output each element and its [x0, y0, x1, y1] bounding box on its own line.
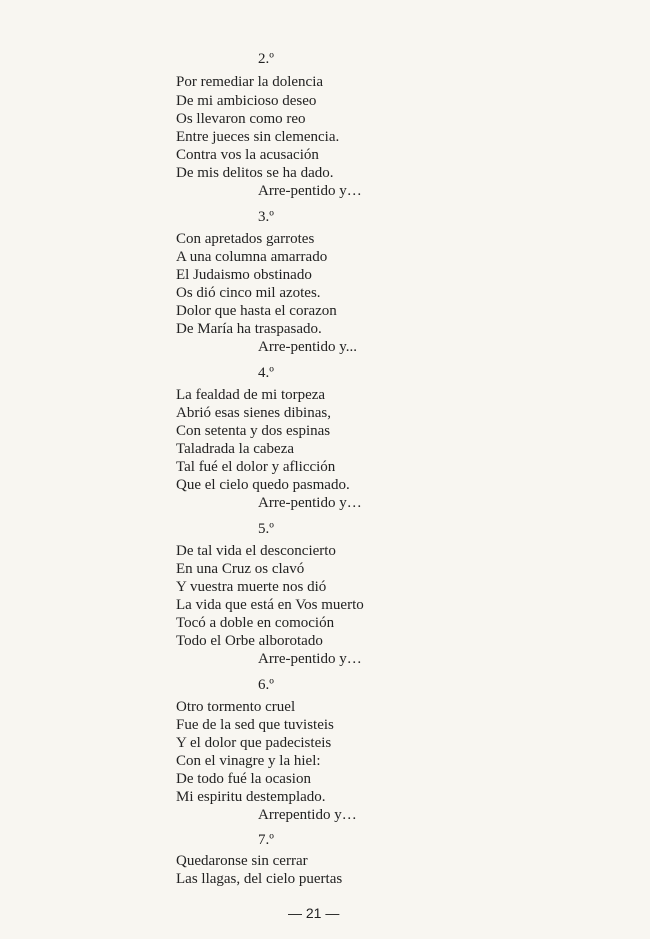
verse-line: La fealdad de mi torpeza [176, 387, 326, 403]
verse-line: Contra vos la acusación [176, 147, 319, 163]
page-number: — 21 — [288, 905, 340, 921]
stanza-number: 2.º [258, 51, 274, 67]
verse-line: Os dió cinco mil azotes. [176, 285, 321, 301]
verse-line: De todo fué la ocasion [176, 771, 311, 787]
verse-line: Quedaronse sin cerrar [176, 853, 308, 869]
verse-line: Abrió esas sienes dibinas, [176, 405, 331, 421]
verse-line: El Judaismo obstinado [176, 267, 312, 283]
verse-line: Otro tormento cruel [176, 699, 296, 715]
verse-line: Y vuestra muerte nos dió [176, 579, 327, 595]
verse-line: De María ha traspasado. [176, 321, 322, 337]
verse-line: Y el dolor que padecisteis [176, 735, 332, 751]
verse-line: La vida que está en Vos muerto [176, 597, 364, 613]
verse-line: Taladrada la cabeza [176, 441, 295, 457]
verse-line: Con setenta y dos espinas [176, 423, 331, 439]
verse-line: Entre jueces sin clemencia. [176, 129, 340, 145]
verse-line: Con apretados garrotes [176, 231, 315, 247]
verse-line: Tocó a doble en comoción [176, 615, 335, 631]
verse-line: Con el vinagre y la hiel: [176, 753, 321, 769]
verse-line: En una Cruz os clavó [176, 561, 305, 577]
stanza-number: 4.º [258, 365, 274, 381]
verse-line: Os llevaron como reo [176, 111, 306, 127]
stanza-number: 6.º [258, 677, 274, 693]
stanza-number: 7.º [258, 832, 274, 848]
verse-line: A una columna amarrado [176, 249, 328, 265]
refrain-line: Arre-pentido y… [258, 183, 362, 199]
refrain-line: Arre-pentido y... [258, 339, 357, 355]
stanza-number: 5.º [258, 521, 274, 537]
verse-line: Fue de la sed que tuvisteis [176, 717, 334, 733]
verse-line: Todo el Orbe alborotado [176, 633, 323, 649]
verse-line: Mi espiritu destemplado. [176, 789, 326, 805]
verse-line: De mis delitos se ha dado. [176, 165, 334, 181]
verse-line: Que el cielo quedo pasmado. [176, 477, 350, 493]
refrain-line: Arre-pentido y… [258, 495, 362, 511]
verse-line: Las llagas, del cielo puertas [176, 871, 343, 887]
verse-line: Dolor que hasta el corazon [176, 303, 337, 319]
verse-line: Tal fué el dolor y aflicción [176, 459, 336, 475]
refrain-line: Arre-pentido y… [258, 651, 362, 667]
stanza-number: 3.º [258, 209, 274, 225]
refrain-line: Arrepentido y… [258, 807, 357, 823]
verse-line: Por remediar la dolencia [176, 74, 324, 90]
verse-line: De tal vida el desconcierto [176, 543, 336, 559]
verse-line: De mi ambicioso deseo [176, 93, 317, 109]
